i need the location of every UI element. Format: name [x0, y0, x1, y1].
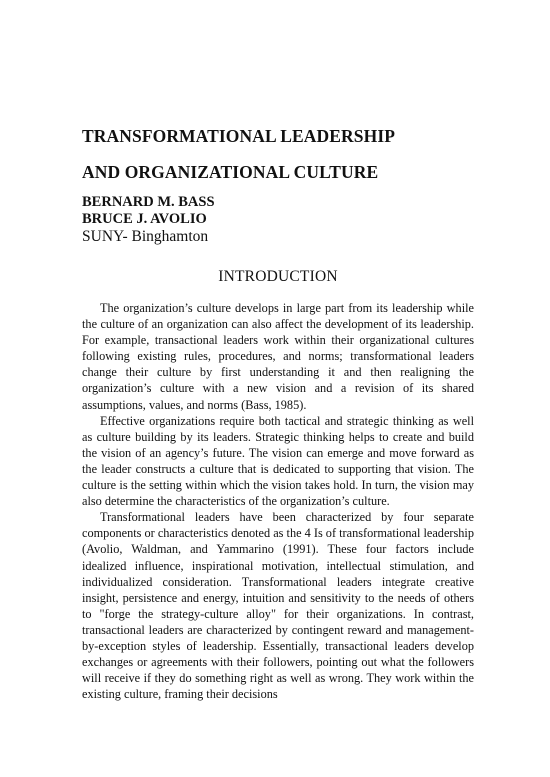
paragraph: The organization’s culture develops in large part from its leadership while the culture of an organization can also affect the development of its leadership. For example, transactional leaders work within their organizational cultures following existing rules, procedures, and norms; transformational leaders change their culture by first understanding it and then realigning the organization’s culture with a new vision and a revision of its shared assumptions, values, and norms (Bass, 1985). — [82, 301, 474, 412]
paragraph: Transformational leaders have been characterized by four separate components or characteristics denoted as the 4 Is of transformational leadership (Avolio, Waldman, and Yammarino (1991). These four factors include idealized influence, inspirational motivation, intellectual stimulation, and individualized consideration. Transformational leaders integrate creative insight, persistence and energy, intuition and sensitivity to the needs of others to "forge the strategy-culture alloy" for their organizations. In contrast, transactional leaders are characterized by contingent reward and management-by-exception styles of leadership. Essentially, transactional leaders develop exchanges or agreements with their followers, pointing out what the followers will receive if they do something right as well as wrong. They work within the existing culture, framing their decisions — [82, 510, 474, 702]
author-affiliation: SUNY- Binghamton — [82, 228, 209, 245]
author-name: BRUCE J. AVOLIO — [82, 211, 207, 227]
body-text — [82, 300, 474, 702]
author-block — [82, 194, 482, 246]
article-title — [82, 126, 482, 183]
section-heading: INTRODUCTION — [218, 268, 338, 285]
title-line-1: TRANSFORMATIONAL LEADERSHIP — [82, 126, 396, 146]
author-name: BERNARD M. BASS — [82, 194, 215, 210]
title-line-2: AND ORGANIZATIONAL CULTURE — [82, 162, 379, 182]
paragraph: Effective organizations require both tactical and strategic thinking as well as culture building by its leaders. Strategic thinking helps to create and build the vision of an agency’s future. The vision can emerge and move forward as the leader constructs a culture that is dedicated to supporting that vision. The culture is the setting within which the vision takes hold. In turn, the vision may also determine the characteristics of the organization’s culture. — [82, 413, 474, 509]
